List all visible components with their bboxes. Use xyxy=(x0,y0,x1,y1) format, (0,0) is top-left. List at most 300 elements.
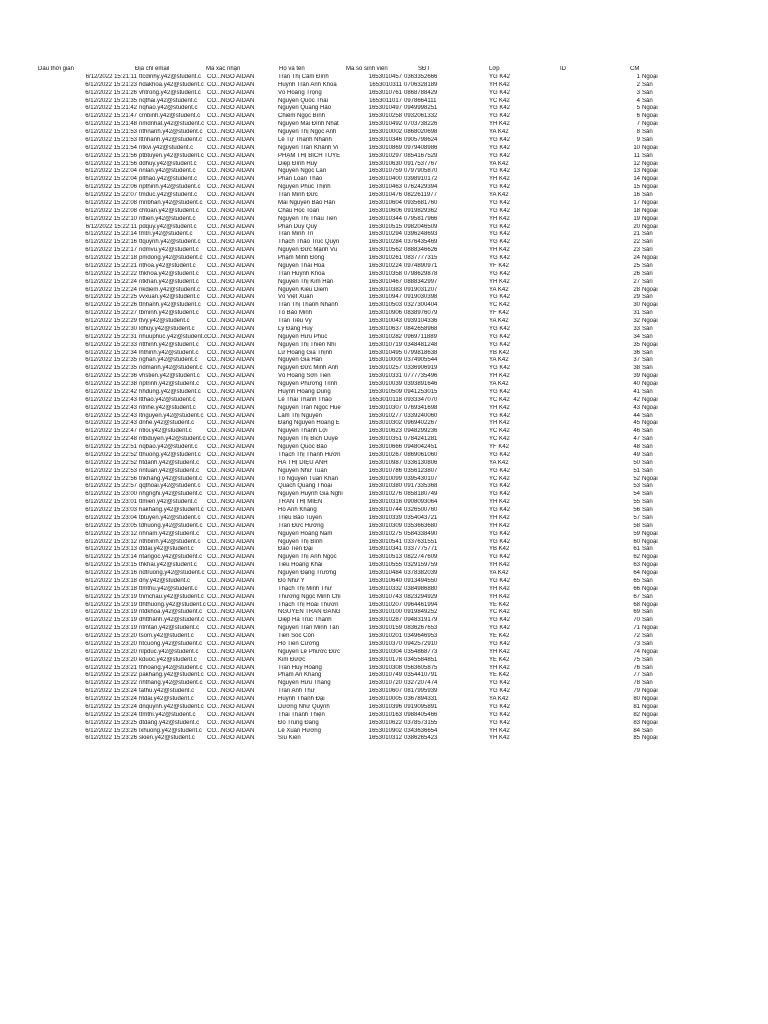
cell-cm: Sản xyxy=(642,546,653,553)
cell-cm: Sản xyxy=(642,609,653,616)
cell-class: YH K42 xyxy=(489,373,510,380)
cell-class: YA K42 xyxy=(489,381,509,387)
table-row xyxy=(0,633,768,641)
cell-student-id: 1653010476 xyxy=(368,192,402,198)
cell-email: ttmthi.y42@student.c xyxy=(139,711,196,718)
cell-phone: 0919849252 xyxy=(404,609,438,616)
cell-email: vhtrong.y42@student.c xyxy=(139,89,201,96)
cell-phone: 0784241281 xyxy=(404,436,438,443)
cell-confirm: CO...NGO AIDAN xyxy=(207,199,255,206)
cell-phone: 0363352666 xyxy=(404,73,438,80)
cell-confirm: CO...NGO AIDAN xyxy=(207,388,255,395)
cell-phone: 0376435469 xyxy=(404,239,438,246)
cell-phone: 0858180749 xyxy=(404,491,438,498)
cell-phone: 0384986880 xyxy=(404,585,438,592)
cell-name: Sìu Kiến xyxy=(278,735,301,742)
cell-email: htdai.y42@student.c xyxy=(139,696,194,702)
cell-timestamp: 6/12/2022 15:22:43 xyxy=(85,412,137,419)
cell-class: YG K42 xyxy=(489,231,511,238)
cell-timestamp: 6/12/2022 15:23:00 xyxy=(85,491,137,498)
cell-email: nqhao.y42@student.c xyxy=(139,105,198,112)
cell-timestamp: 6/12/2022 15:21:54 xyxy=(85,144,137,151)
cell-cm: Sản xyxy=(642,310,653,317)
cell-student-id: 1653010331 xyxy=(368,373,402,380)
table-row xyxy=(0,129,768,137)
cell-number: 2 xyxy=(636,81,640,88)
cell-confirm: CO...NGO AIDAN xyxy=(207,207,255,214)
cell-timestamp: 6/12/2022 15:22:33 xyxy=(85,341,137,348)
cell-name: Nguyễn Trần Minh Tân xyxy=(278,625,339,632)
cell-email: tnkhang.y42@student.c xyxy=(139,475,203,482)
table-row xyxy=(0,200,768,208)
cell-email: tathu.y42@student.c xyxy=(139,688,195,695)
cell-class: YG K42 xyxy=(489,711,511,718)
cell-name: Nguyễn Thái Hoà xyxy=(278,262,325,269)
cell-student-id: 1653010623 xyxy=(368,428,402,435)
cell-email: tbtuyen.y42@student.c xyxy=(139,514,201,521)
cell-name: Diệp Đình Huy xyxy=(278,160,318,167)
cell-cm: Ngoại xyxy=(642,420,658,427)
cell-student-id: 1653010257 xyxy=(368,365,402,372)
cell-number: 25 xyxy=(633,262,640,269)
cell-timestamp: 6/12/2022 15:22:30 xyxy=(85,325,137,332)
cell-student-id: 1653010749 xyxy=(368,672,402,679)
cell-class: YH K42 xyxy=(489,593,510,600)
table-row xyxy=(0,428,768,436)
cell-email: ltthao.y42@student.c xyxy=(139,396,196,403)
cell-cm: Ngoại xyxy=(642,585,658,592)
cell-email: nkdiem.y42@student.c xyxy=(139,286,201,293)
cell-email: thkhoa.y42@student.c xyxy=(139,270,199,277)
cell-number: 56 xyxy=(633,507,640,513)
cell-timestamp: 6/12/2022 15:23:25 xyxy=(85,719,137,726)
cell-class: YA K42 xyxy=(489,357,509,364)
cell-class: YG K42 xyxy=(489,270,511,277)
cell-cm: Sản xyxy=(642,192,653,198)
cell-email: mnbhan.y42@student.c xyxy=(139,199,203,206)
cell-name: Trần Minh Trí xyxy=(278,231,314,238)
cell-timestamp: 6/12/2022 15:22:11 xyxy=(85,223,137,230)
cell-timestamp: 6/12/2022 15:22:43 xyxy=(85,404,137,411)
cell-confirm: CO...NGO AIDAN xyxy=(207,176,255,183)
table-row xyxy=(0,562,768,570)
cell-cm: Sản xyxy=(642,577,653,584)
cell-cm: Ngoại xyxy=(642,570,658,576)
cell-number: 55 xyxy=(633,499,640,506)
cell-confirm: CO...NGO AIDAN xyxy=(207,514,255,521)
cell-cm: Sản xyxy=(642,278,653,285)
cell-phone: 0932061332 xyxy=(404,113,438,120)
cell-number: 32 xyxy=(633,318,640,324)
table-row xyxy=(0,680,768,688)
cell-name: Nguyễn Trần Khánh Vi xyxy=(278,144,339,151)
cell-timestamp: 6/12/2022 15:22:43 xyxy=(85,396,137,403)
table-row xyxy=(0,287,768,295)
cell-timestamp: 6/12/2022 15:22:42 xyxy=(85,388,137,395)
cell-student-id: 1653010555 xyxy=(368,562,402,569)
cell-cm: Sản xyxy=(642,507,653,513)
cell-email: ntbduyen.y42@student.c xyxy=(139,436,206,443)
header-id: ID xyxy=(560,66,566,72)
cell-phone: 0395430107 xyxy=(404,475,438,482)
cell-name: Nguyễn Như Tuấn xyxy=(278,467,328,474)
cell-timestamp: 6/12/2022 15:22:34 xyxy=(85,349,137,356)
cell-name: Hồ Anh Khang xyxy=(278,507,317,513)
cell-class: YG K42 xyxy=(489,365,511,372)
cell-class: YG K42 xyxy=(489,199,511,206)
cell-timestamp: 6/12/2022 15:23:01 xyxy=(85,499,137,506)
cell-class: YF K42 xyxy=(489,310,510,317)
cell-number: 85 xyxy=(633,735,640,742)
cell-cm: Sản xyxy=(642,672,653,679)
table-row xyxy=(0,570,768,578)
cell-email: pmdong.y42@student.c xyxy=(139,255,203,261)
cell-phone: 0948299236 xyxy=(404,428,438,435)
cell-number: 4 xyxy=(636,97,640,104)
cell-timestamp: 6/12/2022 15:23:20 xyxy=(85,656,137,663)
cell-phone: 0393891646 xyxy=(404,381,438,387)
cell-timestamp: 6/12/2022 15:23:03 xyxy=(85,507,137,513)
table-row xyxy=(0,334,768,342)
cell-class: YG K42 xyxy=(489,184,511,191)
cell-confirm: CO...NGO AIDAN xyxy=(207,255,255,261)
cell-email: tthuong.y42@student.c xyxy=(139,451,201,458)
cell-timestamp: 6/12/2022 15:22:36 xyxy=(85,373,137,380)
cell-confirm: CO...NGO AIDAN xyxy=(207,530,255,537)
cell-email: ttquynh.y42@student.c xyxy=(139,239,201,246)
cell-timestamp: 6/12/2022 15:22:31 xyxy=(85,333,137,340)
cell-email: pdquy.y42@student.c xyxy=(139,223,197,230)
cell-name: Đỗ Như Ý xyxy=(278,577,305,584)
cell-email: nhgnghi.y42@student.c xyxy=(139,491,203,498)
cell-phone: 0339240060 xyxy=(404,412,438,419)
cell-student-id: 1653010400 xyxy=(368,176,402,183)
cell-email: ntkhan.y42@student.c xyxy=(139,278,199,285)
cell-confirm: CO...NGO AIDAN xyxy=(207,625,255,632)
cell-confirm: CO...NGO AIDAN xyxy=(207,270,255,277)
cell-confirm: CO...NGO AIDAN xyxy=(207,609,255,616)
cell-phone: 0762429394 xyxy=(404,184,438,191)
cell-number: 33 xyxy=(633,325,640,332)
cell-name: Tiêu Hoàng Khải xyxy=(278,562,323,569)
cell-student-id: 1653010258 xyxy=(368,113,402,120)
cell-email: kduoc.y42@student.c xyxy=(139,656,197,663)
cell-phone: 0353663680 xyxy=(404,522,438,529)
header-row xyxy=(0,66,768,74)
cell-student-id: 1653010396 xyxy=(368,703,402,710)
cell-name: Nguyễn Gia Hân xyxy=(278,357,323,364)
cell-student-id: 1653010043 xyxy=(368,318,402,324)
cell-confirm: CO...NGO AIDAN xyxy=(207,467,255,474)
cell-phone: 0329159759 xyxy=(404,562,438,569)
cell-number: 59 xyxy=(633,530,640,537)
cell-student-id: 1653010163 xyxy=(368,711,402,718)
cell-student-id: 1653010276 xyxy=(368,491,402,498)
cell-number: 50 xyxy=(633,459,640,466)
table-row xyxy=(0,531,768,539)
cell-email: nthbinh.y42@student.c xyxy=(139,538,201,545)
cell-email: qqthoai.y42@student.c xyxy=(139,483,201,490)
cell-student-id: 1653010344 xyxy=(368,215,402,222)
cell-name: Trần Minh Đức xyxy=(278,192,318,198)
cell-cm: Sản xyxy=(642,483,653,490)
cell-name: Nguyễn Quốc Thái xyxy=(278,97,328,104)
cell-number: 70 xyxy=(633,617,640,624)
cell-class: YA K42 xyxy=(489,129,509,135)
cell-timestamp: 6/12/2022 15:22:53 xyxy=(85,467,137,474)
cell-class: YG K42 xyxy=(489,89,511,96)
cell-name: Lâm Thị Nguyên xyxy=(278,412,322,419)
cell-timestamp: 6/12/2022 15:21:47 xyxy=(85,113,137,120)
cell-confirm: CO...NGO AIDAN xyxy=(207,688,255,695)
cell-email: ttcdinhy.y42@student.c xyxy=(139,73,202,80)
cell-class: YG K42 xyxy=(489,341,511,348)
cell-cm: Sản xyxy=(642,294,653,301)
cell-number: 57 xyxy=(633,514,640,521)
header-cm: CM xyxy=(630,66,640,72)
cell-phone: 0354410791 xyxy=(404,672,438,679)
cell-class: YG K42 xyxy=(489,113,511,120)
cell-timestamp: 6/12/2022 15:22:57 xyxy=(85,483,137,490)
cell-class: YH K42 xyxy=(489,735,510,742)
cell-student-id: 1653010304 xyxy=(368,648,402,655)
cell-confirm: CO...NGO AIDAN xyxy=(207,294,255,301)
cell-email: tththuong.y42@student.c xyxy=(139,601,206,608)
cell-email: ntnhe.y42@student.c xyxy=(139,404,196,411)
cell-number: 73 xyxy=(633,640,640,647)
cell-phone: 0798629878 xyxy=(404,270,438,277)
cell-cm: Sản xyxy=(642,436,653,443)
cell-cm: Sản xyxy=(642,81,653,88)
cell-timestamp: 6/12/2022 15:22:21 xyxy=(85,262,137,269)
cell-class: YC K42 xyxy=(489,302,510,309)
cell-number: 5 xyxy=(636,105,640,112)
cell-email: tbminh.y42@student.c xyxy=(139,310,199,317)
cell-number: 52 xyxy=(633,475,640,482)
table-row xyxy=(0,318,768,326)
cell-number: 20 xyxy=(633,223,640,230)
cell-phone: 0969402267 xyxy=(404,420,438,427)
cell-cm: Sản xyxy=(642,412,653,419)
cell-phone: 0917335368 xyxy=(404,483,438,490)
cell-timestamp: 6/12/2022 15:23:24 xyxy=(85,711,137,718)
cell-number: 41 xyxy=(633,388,640,395)
cell-name: Thương Ngọc Minh Chi xyxy=(278,593,341,600)
table-row xyxy=(0,515,768,523)
cell-name: Lý Đăng Huy xyxy=(278,325,313,332)
cell-email: nntuan.y42@student.c xyxy=(139,467,200,474)
cell-class: YA K42 xyxy=(489,696,509,702)
cell-name: Lữ Hoàng Gia Thịnh xyxy=(278,349,333,356)
cell-student-id: 1653010495 xyxy=(368,349,402,356)
table-row xyxy=(0,688,768,696)
cell-cm: Sản xyxy=(642,459,653,466)
cell-class: YC K42 xyxy=(489,428,510,435)
cell-cm: Sản xyxy=(642,617,653,624)
cell-student-id: 1653010383 xyxy=(368,286,402,293)
cell-timestamp: 6/12/2022 15:23:19 xyxy=(85,617,137,624)
table-row xyxy=(0,523,768,531)
cell-class: YE K42 xyxy=(489,601,510,608)
table-row xyxy=(0,735,768,743)
cell-cm: Ngoại xyxy=(642,302,658,309)
table-row xyxy=(0,350,768,358)
cell-confirm: CO...NGO AIDAN xyxy=(207,719,255,726)
cell-confirm: CO...NGO AIDAN xyxy=(207,318,255,324)
cell-student-id: 1653010159 xyxy=(368,625,402,632)
cell-confirm: CO...NGO AIDAN xyxy=(207,696,255,702)
cell-class: YG K42 xyxy=(489,483,511,490)
cell-cm: Ngoại xyxy=(642,318,658,324)
cell-timestamp: 6/12/2022 15:22:08 xyxy=(85,199,137,206)
cell-cm: Sản xyxy=(642,664,653,671)
cell-class: YH K42 xyxy=(489,514,510,521)
cell-name: Châu Học Toàn xyxy=(278,207,320,214)
cell-email: nqbao.y42@student.c xyxy=(139,444,198,450)
cell-confirm: CO...NGO AIDAN xyxy=(207,735,255,742)
cell-cm: Sản xyxy=(642,467,653,474)
cell-student-id: 1653010267 xyxy=(368,451,402,458)
cell-confirm: CO...NGO AIDAN xyxy=(207,617,255,624)
cell-name: NGUYỄN TRẦN ĐĂNG xyxy=(278,609,341,616)
cell-email: nhnam.y42@student.c xyxy=(139,530,200,537)
cell-timestamp: 6/12/2022 15:23:21 xyxy=(85,664,137,671)
table-row xyxy=(0,641,768,649)
table-row xyxy=(0,137,768,145)
cell-email: nthnanh.y42@student.c xyxy=(139,129,203,135)
table-row xyxy=(0,145,768,153)
cell-timestamp: 6/12/2022 15:23:15 xyxy=(85,562,137,569)
cell-timestamp: 6/12/2022 15:22:10 xyxy=(85,215,137,222)
cell-cm: Ngoại xyxy=(642,184,658,191)
cell-confirm: CO...NGO AIDAN xyxy=(207,585,255,592)
table-row xyxy=(0,657,768,665)
cell-name: Diệp Hà Trúc Thanh xyxy=(278,617,332,624)
cell-number: 81 xyxy=(633,703,640,710)
cell-phone: 0367894331 xyxy=(404,696,438,702)
cell-student-id: 1653010719 xyxy=(368,341,402,348)
cell-confirm: CO...NGO AIDAN xyxy=(207,121,255,128)
cell-confirm: CO...NGO AIDAN xyxy=(207,302,255,309)
table-row xyxy=(0,294,768,302)
cell-email: vhstien.y42@student.c xyxy=(139,373,200,380)
cell-student-id: 1653010515 xyxy=(368,223,402,230)
cell-name: Nguyễn Lê Phước Đức xyxy=(278,648,340,655)
cell-class: YH K42 xyxy=(489,247,510,254)
cell-number: 53 xyxy=(633,483,640,490)
cell-timestamp: 6/12/2022 15:23:14 xyxy=(85,554,137,561)
cell-class: YH K42 xyxy=(489,562,510,569)
cell-phone: 0979408986 xyxy=(404,144,438,151)
cell-student-id: 1653010358 xyxy=(368,270,402,277)
cell-phone: 0386265423 xyxy=(404,735,438,742)
table-row xyxy=(0,231,768,239)
cell-number: 72 xyxy=(633,633,640,639)
cell-phone: 0974890971 xyxy=(404,262,438,269)
cell-confirm: CO...NGO AIDAN xyxy=(207,215,255,222)
cell-timestamp: 6/12/2022 15:22:26 xyxy=(85,302,137,309)
cell-student-id: 1653010002 xyxy=(368,129,402,135)
cell-timestamp: 6/12/2022 15:22:29 xyxy=(85,318,137,324)
cell-name: Nguyễn Huỳnh Gia Nghi xyxy=(278,491,343,498)
cell-timestamp: 6/12/2022 15:21:53 xyxy=(85,136,137,143)
cell-number: 44 xyxy=(633,412,640,419)
cell-class: YC K42 xyxy=(489,475,510,482)
table-row xyxy=(0,381,768,389)
cell-cm: Ngoại xyxy=(642,286,658,293)
cell-name: Nguyễn Thị Kim Hân xyxy=(278,278,334,285)
table-row xyxy=(0,712,768,720)
cell-timestamp: 6/12/2022 15:22:24 xyxy=(85,286,137,293)
cell-timestamp: 6/12/2022 15:23:19 xyxy=(85,593,137,600)
cell-number: 36 xyxy=(633,349,640,356)
cell-cm: Ngoại xyxy=(642,475,658,482)
cell-class: YG K42 xyxy=(489,719,511,726)
cell-student-id: 1653010309 xyxy=(368,522,402,529)
cell-cm: Sản xyxy=(642,499,653,506)
cell-timestamp: 6/12/2022 15:21:42 xyxy=(85,105,137,112)
cell-class: YH K42 xyxy=(489,727,510,734)
cell-phone: 0868788429 xyxy=(404,89,438,96)
cell-cm: Sản xyxy=(642,152,653,159)
cell-timestamp: 6/12/2022 15:22:25 xyxy=(85,294,137,301)
cell-confirm: CO...NGO AIDAN xyxy=(207,168,255,175)
cell-confirm: CO...NGO AIDAN xyxy=(207,633,255,639)
cell-name: Nguyễn Đặng Trường xyxy=(278,570,337,576)
cell-number: 51 xyxy=(633,467,640,474)
cell-cm: Sản xyxy=(642,388,653,395)
table-row xyxy=(0,98,768,106)
cell-timestamp: 6/12/2022 15:23:24 xyxy=(85,688,137,695)
cell-confirm: CO...NGO AIDAN xyxy=(207,601,255,608)
cell-confirm: CO...NGO AIDAN xyxy=(207,444,255,450)
header-phone: SĐT xyxy=(418,66,430,72)
cell-email: tmtri.y42@student.c xyxy=(139,231,193,238)
cell-timestamp: 6/12/2022 15:22:08 xyxy=(85,207,137,214)
cell-email: ndtruong.y42@student.c xyxy=(139,570,205,576)
cell-number: 8 xyxy=(636,129,640,135)
cell-name: Lê Xuân Hương xyxy=(278,727,321,734)
cell-student-id: 1653010457 xyxy=(368,73,402,80)
cell-student-id: 1653010201 xyxy=(368,633,402,639)
cell-phone: 0978664111 xyxy=(404,97,437,104)
cell-email: nptrinh.y42@student.c xyxy=(139,381,200,387)
cell-class: YG K42 xyxy=(489,491,511,498)
cell-number: 43 xyxy=(633,404,640,411)
header-confirm: Mã xác nhận xyxy=(206,66,241,72)
cell-student-id: 1653010282 xyxy=(368,333,402,340)
cell-number: 49 xyxy=(633,451,640,458)
cell-number: 31 xyxy=(633,310,640,317)
cell-phone: 0854167529 xyxy=(404,152,438,159)
cell-email: pakhang.y42@student.c xyxy=(139,672,204,679)
cell-confirm: CO...NGO AIDAN xyxy=(207,192,255,198)
cell-name: Võ Hoàng Trọng xyxy=(278,89,322,96)
table-row xyxy=(0,184,768,192)
cell-number: 12 xyxy=(633,160,640,167)
cell-cm: Sản xyxy=(642,333,653,340)
cell-name: Trần Tiểu Vy xyxy=(278,318,312,324)
cell-timestamp: 6/12/2022 15:22:52 xyxy=(85,459,137,466)
cell-phone: 0336906919 xyxy=(404,365,438,372)
cell-cm: Ngoại xyxy=(642,538,658,545)
cell-timestamp: 6/12/2022 15:22:04 xyxy=(85,176,137,183)
table-row xyxy=(0,113,768,121)
cell-timestamp: 6/12/2022 15:23:19 xyxy=(85,625,137,632)
cell-class: YG K42 xyxy=(489,294,511,301)
cell-number: 77 xyxy=(633,672,640,679)
cell-class: YG K42 xyxy=(489,255,511,261)
